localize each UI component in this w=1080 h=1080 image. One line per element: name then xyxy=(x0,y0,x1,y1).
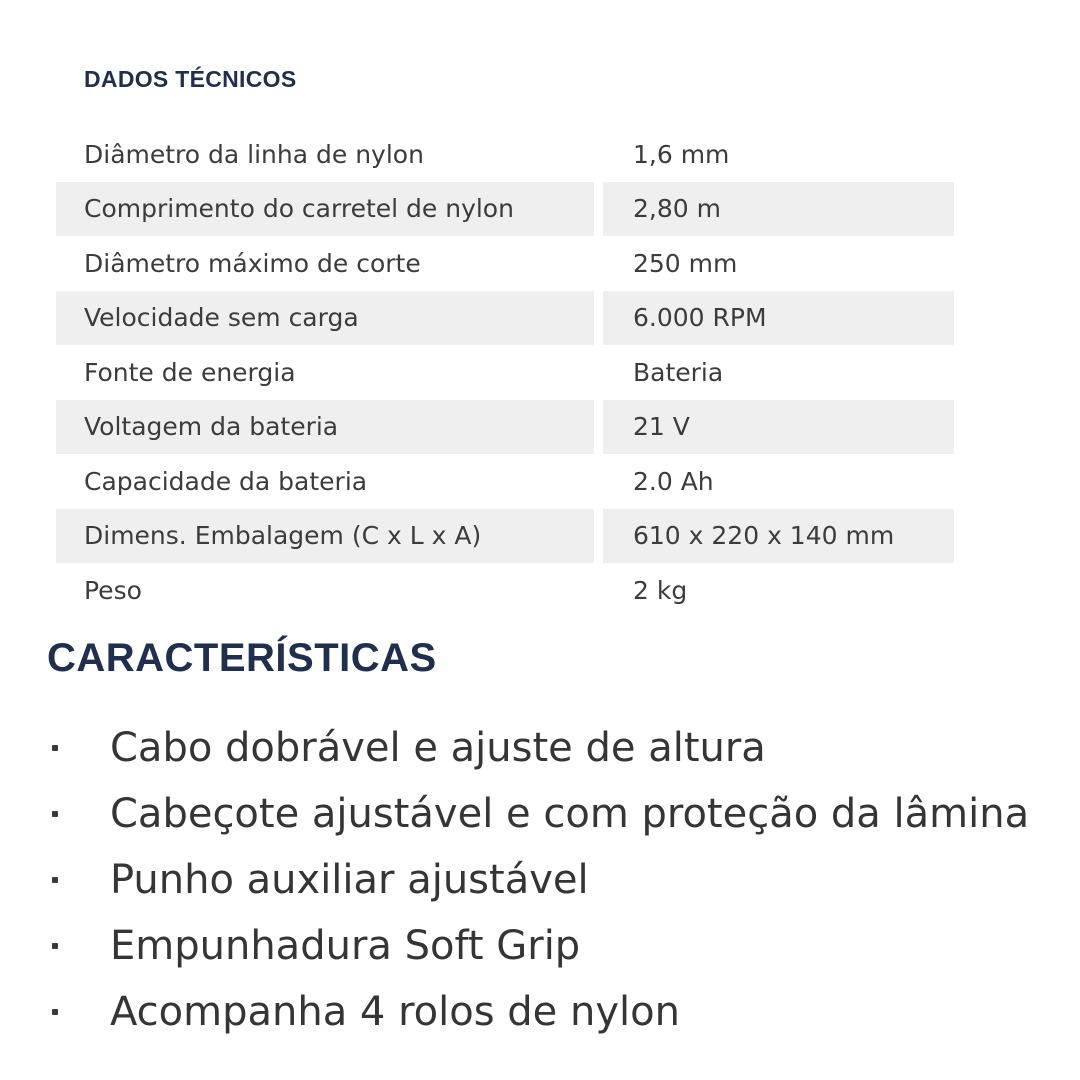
feature-item xyxy=(0,715,1080,781)
feature-text: Cabeçote ajustável e com proteção da lâmina xyxy=(110,791,1030,837)
spec-label: Capacidade da bateria xyxy=(84,466,368,496)
spec-row xyxy=(56,563,954,618)
technical-data-title: DADOS TÉCNICOS xyxy=(84,66,297,92)
spec-value: 2,80 m xyxy=(603,182,954,237)
bullet-icon xyxy=(52,877,58,883)
spec-value: 1,6 mm xyxy=(633,139,730,169)
feature-item xyxy=(0,847,1080,913)
spec-label: Diâmetro máximo de corte xyxy=(84,248,421,278)
spec-label: Peso xyxy=(84,575,142,605)
bullet-icon xyxy=(52,1009,58,1015)
bullet-icon xyxy=(52,811,58,817)
feature-text: Acompanha 4 rolos de nylon xyxy=(110,989,680,1035)
features-list xyxy=(0,715,1080,1045)
spec-row xyxy=(56,509,954,564)
spec-row xyxy=(56,291,954,346)
spec-value: 250 mm xyxy=(633,248,738,278)
bullet-icon xyxy=(52,745,58,751)
spec-label: Comprimento do carretel de nylon xyxy=(56,182,594,237)
feature-item xyxy=(0,979,1080,1045)
spec-row xyxy=(56,400,954,455)
spec-row xyxy=(56,182,954,237)
spec-table xyxy=(56,127,954,618)
bullet-icon xyxy=(52,943,58,949)
spec-value: 21 V xyxy=(603,400,954,455)
spec-value: 2.0 Ah xyxy=(633,466,714,496)
feature-text: Punho auxiliar ajustável xyxy=(110,857,589,903)
spec-value: Bateria xyxy=(633,357,724,387)
spec-row xyxy=(56,127,954,182)
spec-row xyxy=(56,236,954,291)
spec-row xyxy=(56,345,954,400)
feature-text: Empunhadura Soft Grip xyxy=(110,923,581,969)
feature-item xyxy=(0,781,1080,847)
features-title: CARACTERÍSTICAS xyxy=(47,636,437,680)
feature-text: Cabo dobrável e ajuste de altura xyxy=(110,725,766,771)
spec-value: 6.000 RPM xyxy=(603,291,954,346)
feature-item xyxy=(0,913,1080,979)
spec-label: Dimens. Embalagem (C x L x A) xyxy=(56,509,594,564)
spec-label: Velocidade sem carga xyxy=(56,291,594,346)
spec-label: Diâmetro da linha de nylon xyxy=(84,139,424,169)
spec-value: 610 x 220 x 140 mm xyxy=(603,509,954,564)
spec-label: Fonte de energia xyxy=(84,357,296,387)
spec-label: Voltagem da bateria xyxy=(56,400,594,455)
spec-value: 2 kg xyxy=(633,575,688,605)
spec-row xyxy=(56,454,954,509)
